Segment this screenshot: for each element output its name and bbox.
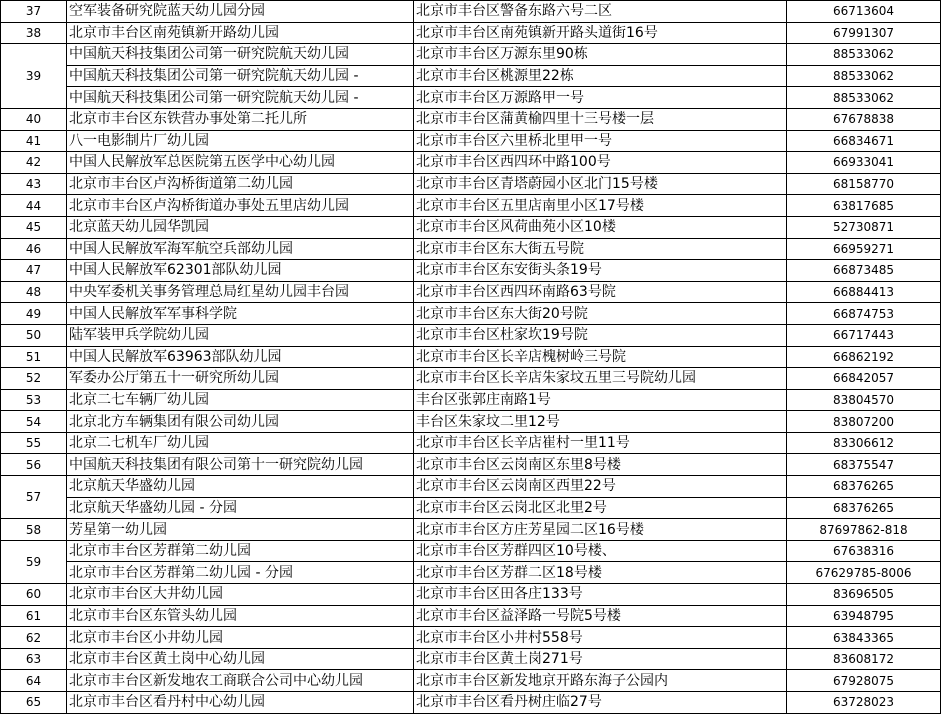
row-number: 52 [1,368,67,390]
row-number: 60 [1,584,67,606]
table-row [1,368,941,390]
table-row [1,238,941,260]
row-number: 61 [1,605,67,627]
row-number: 42 [1,152,67,174]
kindergarten-address: 北京市丰台区东安街头条19号 [414,260,787,282]
kindergarten-name: 中央军委机关事务管理总局红星幼儿园丰台园 [67,281,414,303]
kindergarten-name: 中国人民解放军63963部队幼儿园 [67,346,414,368]
table-row [1,432,941,454]
kindergarten-phone: 66959271 [787,238,941,260]
row-number: 49 [1,303,67,325]
kindergarten-phone: 87697862-818 [787,519,941,541]
table-row [1,540,941,562]
kindergarten-address: 北京市丰台区芳群二区18号楼 [414,562,787,584]
table-row [1,324,941,346]
table-row [1,411,941,433]
kindergarten-phone: 63817685 [787,195,941,217]
kindergarten-address: 北京市丰台区六里桥北里甲一号 [414,130,787,152]
kindergarten-address: 北京市丰台区田各庄133号 [414,584,787,606]
kindergarten-name: 中国人民解放军62301部队幼儿园 [67,260,414,282]
kindergarten-address: 北京市丰台区黄土岗271号 [414,648,787,670]
kindergarten-phone: 66834671 [787,130,941,152]
kindergarten-name: 八一电影制片厂幼儿园 [67,130,414,152]
kindergarten-address: 北京市丰台区新发地京开路东海子公园内 [414,670,787,692]
kindergarten-name: 北京市丰台区东铁营办事处第二托儿所 [67,108,414,130]
kindergarten-phone: 68375547 [787,454,941,476]
kindergarten-address: 丰台区朱家坟二里12号 [414,411,787,433]
kindergarten-address: 北京市丰台区风荷曲苑小区10楼 [414,216,787,238]
row-number: 44 [1,195,67,217]
kindergarten-name: 陆军装甲兵学院幼儿园 [67,324,414,346]
kindergarten-address: 北京市丰台区警备东路六号二区 [414,1,787,23]
kindergarten-phone: 67629785-8006 [787,562,941,584]
kindergarten-phone: 83608172 [787,648,941,670]
row-number: 51 [1,346,67,368]
kindergarten-phone: 66713604 [787,1,941,23]
kindergarten-name: 北京市丰台区芳群第二幼儿园 [67,540,414,562]
table-row [1,152,941,174]
row-number: 47 [1,260,67,282]
kindergarten-name: 北京航天华盛幼儿园 - 分园 [67,497,414,519]
kindergarten-phone: 52730871 [787,216,941,238]
kindergarten-phone: 83696505 [787,584,941,606]
table-row [1,281,941,303]
table-row [1,1,941,23]
kindergarten-phone: 67638316 [787,540,941,562]
kindergarten-name: 中国人民解放军军事科学院 [67,303,414,325]
table-row [1,692,941,714]
row-number: 50 [1,324,67,346]
kindergarten-address: 北京市丰台区小井村558号 [414,627,787,649]
table-row [1,108,941,130]
table-row [1,519,941,541]
row-number: 56 [1,454,67,476]
row-number: 46 [1,238,67,260]
row-number: 62 [1,627,67,649]
kindergarten-name: 中国人民解放军总医院第五医学中心幼儿园 [67,152,414,174]
row-number: 53 [1,389,67,411]
table-body [1,1,941,714]
row-number: 40 [1,108,67,130]
row-number: 64 [1,670,67,692]
kindergarten-phone: 67991307 [787,22,941,44]
kindergarten-address: 北京市丰台区西四环南路63号院 [414,281,787,303]
kindergarten-address: 丰台区张郭庄南路1号 [414,389,787,411]
kindergarten-address: 北京市丰台区云岗北区北里2号 [414,497,787,519]
table-row [1,195,941,217]
kindergarten-address: 北京市丰台区东大街20号院 [414,303,787,325]
kindergarten-name: 中国航天科技集团有限公司第十一研究院幼儿园 [67,454,414,476]
row-number: 41 [1,130,67,152]
kindergarten-address: 北京市丰台区万源东里90栋 [414,44,787,66]
kindergarten-phone: 68376265 [787,497,941,519]
kindergarten-name: 北京市丰台区卢沟桥街道办事处五里店幼儿园 [67,195,414,217]
kindergarten-phone: 88533062 [787,65,941,87]
table-row [1,216,941,238]
table-row [1,260,941,282]
kindergarten-name: 北京市丰台区大井幼儿园 [67,584,414,606]
table-row [1,584,941,606]
kindergarten-address: 北京市丰台区西四环中路100号 [414,152,787,174]
kindergarten-address: 北京市丰台区长辛店崔村一里11号 [414,432,787,454]
table-row [1,497,941,519]
table-row [1,454,941,476]
kindergarten-phone: 66842057 [787,368,941,390]
kindergarten-phone: 66862192 [787,346,941,368]
row-number: 39 [1,44,67,109]
kindergarten-name: 北京二七车辆厂幼儿园 [67,389,414,411]
table-row [1,627,941,649]
kindergarten-phone: 83804570 [787,389,941,411]
table-row [1,130,941,152]
kindergarten-name: 北京市丰台区小井幼儿园 [67,627,414,649]
kindergarten-address: 北京市丰台区南苑镇新开路头道街16号 [414,22,787,44]
kindergarten-address: 北京市丰台区看丹树庄临27号 [414,692,787,714]
kindergarten-address: 北京市丰台区方庄芳星园二区16号楼 [414,519,787,541]
kindergarten-name: 中国人民解放军海军航空兵部幼儿园 [67,238,414,260]
kindergarten-address: 北京市丰台区桃源里22栋 [414,65,787,87]
table-row [1,303,941,325]
table-row [1,670,941,692]
kindergarten-address: 北京市丰台区蒲黄榆四里十三号楼一层 [414,108,787,130]
table-row [1,87,941,109]
kindergarten-phone: 66717443 [787,324,941,346]
kindergarten-name: 北京市丰台区南苑镇新开路幼儿园 [67,22,414,44]
kindergarten-address: 北京市丰台区云岗南区东里8号楼 [414,454,787,476]
kindergarten-address: 北京市丰台区长辛店朱家坟五里三号院幼儿园 [414,368,787,390]
kindergarten-name: 中国航天科技集团公司第一研究院航天幼儿园 - [67,87,414,109]
kindergarten-name: 空军装备研究院蓝天幼儿园分园 [67,1,414,23]
kindergarten-name: 军委办公厅第五十一研究所幼儿园 [67,368,414,390]
kindergarten-phone: 66884413 [787,281,941,303]
kindergarten-name: 北京市丰台区黄土岗中心幼儿园 [67,648,414,670]
table-row [1,605,941,627]
row-number: 57 [1,476,67,519]
row-number: 65 [1,692,67,714]
kindergarten-address: 北京市丰台区万源路甲一号 [414,87,787,109]
row-number: 45 [1,216,67,238]
table-row [1,648,941,670]
table-row [1,346,941,368]
kindergarten-name: 中国航天科技集团公司第一研究院航天幼儿园 - [67,65,414,87]
kindergarten-name: 北京蓝天幼儿园华凯园 [67,216,414,238]
table-row [1,44,941,66]
kindergarten-address: 北京市丰台区五里店南里小区17号楼 [414,195,787,217]
kindergarten-name: 北京市丰台区芳群第二幼儿园 - 分园 [67,562,414,584]
kindergarten-address: 北京市丰台区东大街五号院 [414,238,787,260]
kindergarten-phone: 66933041 [787,152,941,174]
kindergarten-phone: 88533062 [787,44,941,66]
row-number: 43 [1,173,67,195]
kindergarten-phone: 63843365 [787,627,941,649]
table-row [1,173,941,195]
row-number: 58 [1,519,67,541]
kindergarten-name: 北京市丰台区东管头幼儿园 [67,605,414,627]
row-number: 55 [1,432,67,454]
row-number: 37 [1,1,67,23]
kindergarten-phone: 66874753 [787,303,941,325]
kindergarten-name: 北京市丰台区新发地农工商联合公司中心幼儿园 [67,670,414,692]
table-row [1,22,941,44]
kindergarten-address: 北京市丰台区益泽路一号院5号楼 [414,605,787,627]
kindergarten-phone: 83807200 [787,411,941,433]
kindergarten-phone: 83306612 [787,432,941,454]
table-row [1,65,941,87]
row-number: 38 [1,22,67,44]
kindergarten-name: 北京北方车辆集团有限公司幼儿园 [67,411,414,433]
kindergarten-address: 北京市丰台区青塔蔚园小区北门15号楼 [414,173,787,195]
kindergarten-name: 中国航天科技集团公司第一研究院航天幼儿园 [67,44,414,66]
kindergarten-address: 北京市丰台区云岗南区西里22号 [414,476,787,498]
table-row [1,476,941,498]
kindergarten-address: 北京市丰台区长辛店槐树岭三号院 [414,346,787,368]
kindergarten-phone: 63728023 [787,692,941,714]
kindergarten-address: 北京市丰台区杜家坎19号院 [414,324,787,346]
row-number: 48 [1,281,67,303]
kindergarten-phone: 67678838 [787,108,941,130]
kindergarten-phone: 68376265 [787,476,941,498]
kindergarten-name: 芳星第一幼儿园 [67,519,414,541]
row-number: 59 [1,540,67,583]
kindergarten-phone: 66873485 [787,260,941,282]
row-number: 63 [1,648,67,670]
kindergarten-name: 北京市丰台区卢沟桥街道第二幼儿园 [67,173,414,195]
kindergarten-phone: 63948795 [787,605,941,627]
kindergarten-address: 北京市丰台区芳群四区10号楼、 [414,540,787,562]
kindergarten-name: 北京二七机车厂幼儿园 [67,432,414,454]
kindergarten-phone: 67928075 [787,670,941,692]
table-row [1,389,941,411]
kindergarten-phone: 88533062 [787,87,941,109]
kindergarten-phone: 68158770 [787,173,941,195]
row-number: 54 [1,411,67,433]
kindergarten-name: 北京市丰台区看丹村中心幼儿园 [67,692,414,714]
table-row [1,562,941,584]
kindergarten-name: 北京航天华盛幼儿园 [67,476,414,498]
